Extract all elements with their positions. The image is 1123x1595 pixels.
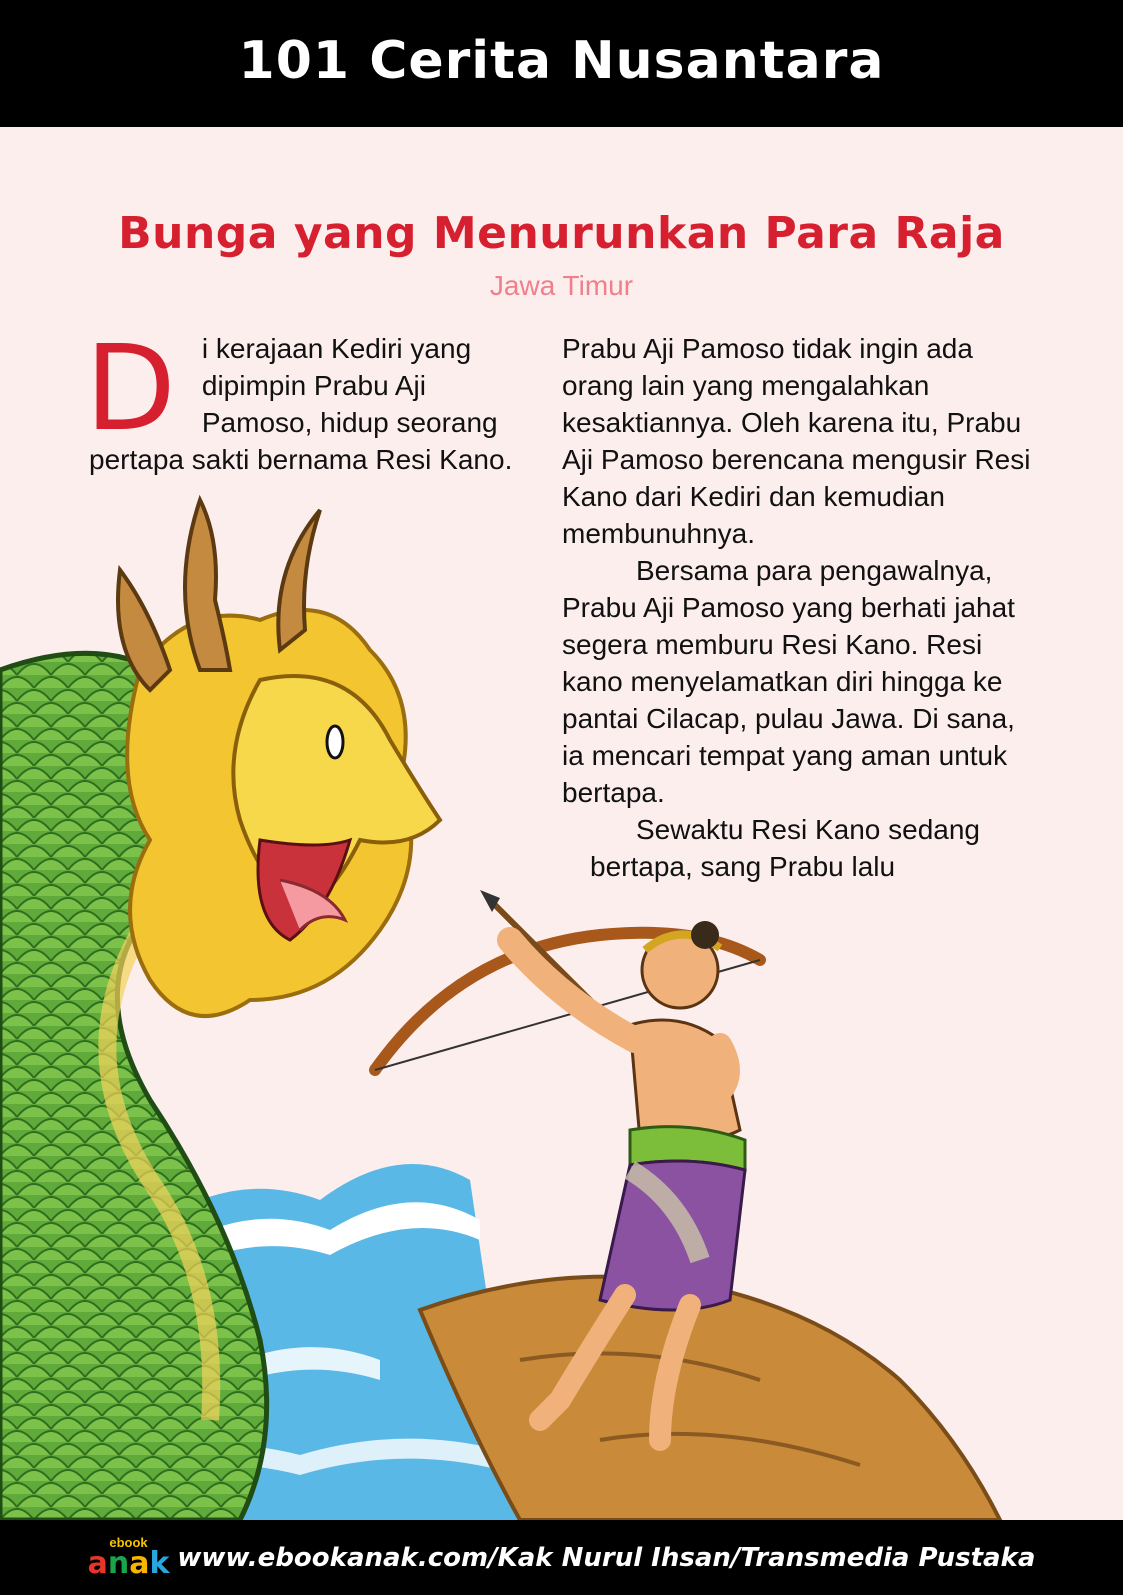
paragraph-1: Prabu Aji Pamoso tidak ingin ada orang lain yang mengalahkan kesaktiannya. Oleh karena itu, Prabu Aji Pamoso berencana mengusir Resi Kano dari Kediri dan kemudian membunuhnya. bbox=[562, 333, 1031, 549]
right-column bbox=[562, 330, 1042, 885]
story-title: Bunga yang Menurunkan Para Raja bbox=[118, 208, 1005, 259]
drop-cap: D bbox=[85, 319, 176, 457]
book-title: 101 Cerita Nusantara bbox=[238, 30, 885, 91]
logo-letter-4: k bbox=[149, 1546, 170, 1581]
page-header bbox=[0, 0, 1123, 127]
left-column bbox=[85, 319, 529, 478]
logo-main-text bbox=[87, 1546, 170, 1581]
rocky-shore bbox=[420, 1277, 1000, 1520]
paragraph-2: Bersama para pengawalnya, Prabu Aji Pamoso yang berhati jahat segera memburu Resi Kano. Resi kano menyelamatkan diri hingga ke pantai Cilacap, pulau Jawa. Di sana, ia mencari tempat yang aman untuk bertapa. bbox=[562, 555, 1015, 808]
logo-letter-3: a bbox=[129, 1546, 150, 1581]
footer-credit: www.ebookanak.com/Kak Nurul Ihsan/Transmedia Pustaka bbox=[177, 1542, 1036, 1573]
logo-letter-1: a bbox=[87, 1546, 108, 1581]
story-region: Jawa Timur bbox=[489, 270, 634, 301]
paragraph-3-continued: bertapa, sang Prabu lalu bbox=[590, 851, 896, 882]
paragraph-3: Sewaktu Resi Kano sedang bbox=[636, 814, 980, 845]
page-footer bbox=[0, 1520, 1123, 1595]
intro-text: i kerajaan Kediri yang dipimpin Prabu Aji Pamoso, hidup seorang pertapa sakti bernama Resi Kano. bbox=[89, 333, 513, 475]
logo-letter-2: n bbox=[107, 1546, 130, 1581]
ebookanak-logo bbox=[88, 1536, 170, 1579]
logo-top-text: ebook bbox=[109, 1535, 148, 1550]
